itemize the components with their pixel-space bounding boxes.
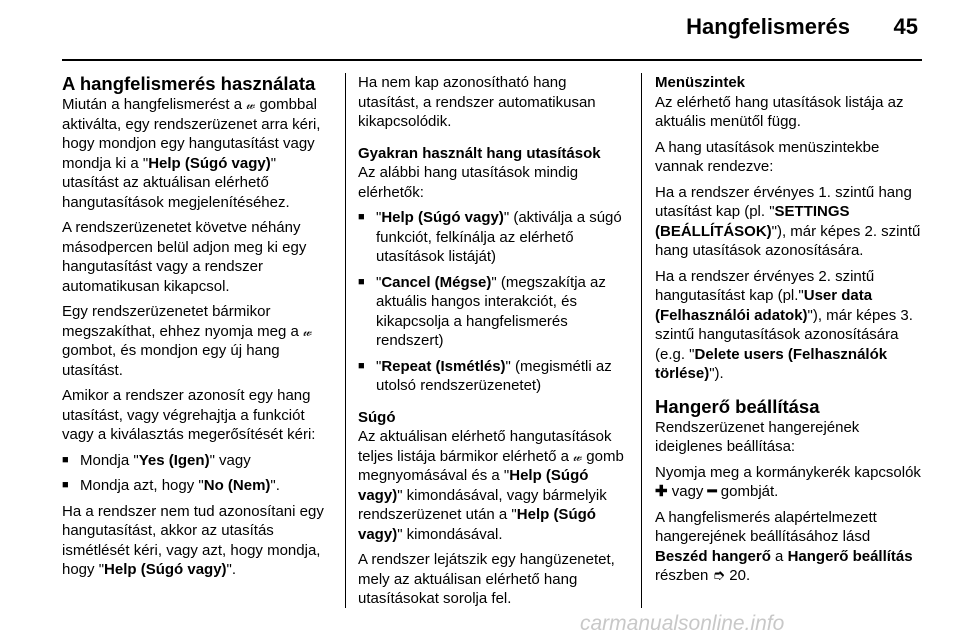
paragraph: A hangfelismerés alapértelmezett hangerejének beállításához lásd Beszéd hangerő a Hangerő beállítás részben ➮ 20.	[655, 508, 913, 584]
paragraph: Miután a hangfelismerést a 𝓌 gombbal aktiválta, egy rendszerüzenet arra kéri, hogy mondjon egy hangutasítást vagy mondja ki a "Help (Súgó vagy)" utasítást az aktuálisan elérhető hangutasítások megjelenítéséhez.	[62, 96, 321, 211]
paragraph: A hang utasítások menüszintekbe vannak rendezve:	[655, 138, 880, 175]
paragraph: Az elérhető hang utasítások listája az aktuális menütől függ.	[655, 93, 904, 130]
subsection-heading: Menüszintek	[655, 74, 746, 91]
minus-icon: ━	[707, 483, 717, 500]
column-1	[62, 73, 336, 586]
paragraph: A rendszer lejátszik egy hangüzenetet, mely az aktuálisan elérhető hang utasításokat sorolja fel.	[358, 551, 615, 607]
paragraph: Az alábbi hang utasítások mindig elérhetők:	[358, 164, 579, 201]
plus-icon: ✚	[655, 483, 668, 500]
paragraph: Ha a rendszer érvényes 2. szintű hangutasítást kap (pl."User data (Felhasználói adatok)"), már képes 3. szintű hangutasítások azonosítására (e.g. "Delete users (Felhasználók törlése)").	[655, 267, 913, 382]
paragraph: Amikor a rendszer azonosít egy hang utasítást, vagy végrehajtja a funkciót vagy a kiválasztás megerősítését kéri:	[62, 387, 316, 443]
header-rule	[62, 59, 922, 61]
paragraph: Ha a rendszer érvényes 1. szintű hang utasítást kap (pl. "SETTINGS (BEÁLLÍTÁSOK)"), már képes 2. szintű hang utasítások azonosítására.	[655, 183, 921, 259]
section-heading: A hangfelismerés használata	[62, 73, 316, 94]
paragraph: A rendszerüzenetet követve néhány másodpercen belül adjon meg ki egy hangutasítást vagy a rendszer automatikusan kikapcsol.	[62, 219, 307, 295]
paragraph: Az aktuálisan elérhető hangutasítások teljes listája bármikor elérhető a 𝓌 gomb megnyomásával és a "Help (Súgó vagy)" kimondásával, vagy bármelyik rendszerüzenet után a "Help (Súgó vagy)" kimondásával.	[358, 428, 624, 543]
voice-icon: 𝓌	[573, 448, 583, 464]
paragraph: Egy rendszerüzenetet bármikor megszakíthat, ehhez nyomja meg a 𝓌 gombot, és mondjon egy új hang utasítást.	[62, 303, 312, 379]
paragraph: Rendszerüzenet hangerejének ideiglenes beállítása:	[655, 418, 860, 455]
paragraph: Ha nem kap azonosítható hang utasítást, a rendszer automatikusan kikapcsolódik.	[358, 74, 596, 130]
bullet-list	[62, 451, 336, 496]
column-divider	[345, 73, 346, 608]
page-number: 45	[893, 14, 918, 39]
list-item: ■ Mondja azt, hogy "No (Nem)".	[62, 476, 336, 496]
subsection-heading: Gyakran használt hang utasítások	[358, 144, 601, 162]
page-header-title: Hangfelismerés	[686, 14, 850, 39]
list-item: ■ "Help (Súgó vagy)" (aktiválja a súgó funkciót, felkínálja az elérhető utasítások listáját)	[358, 208, 626, 267]
voice-icon: 𝓌	[302, 323, 312, 339]
section-heading: Hangerő beállítása	[655, 395, 820, 417]
paragraph: Nyomja meg a kormánykerék kapcsolók ✚ vagy ━ gombját.	[655, 463, 921, 500]
bullet-list	[358, 208, 626, 396]
column-divider	[641, 73, 642, 608]
column-2	[358, 73, 626, 615]
page-reference-icon: ➮	[712, 567, 726, 584]
paragraph: Ha a rendszer nem tud azonosítani egy hangutasítást, akkor az utasítás ismétlését kéri, vagy azt, hogy mondja, hogy "Help (Súgó vagy)".	[62, 502, 324, 578]
watermark: carmanualsonline.info	[580, 612, 785, 635]
list-item: ■ "Repeat (Ismétlés)" (megismétli az utolsó rendszerüzenetet)	[358, 357, 626, 396]
voice-icon: 𝓌	[246, 97, 256, 112]
list-item: ■ "Cancel (Mégse)" (megszakítja az aktuális hangos interakciót, és kikapcsolja a hangfelismerés rendszert)	[358, 273, 626, 351]
column-3	[655, 73, 925, 592]
list-item: ■ Mondja "Yes (Igen)" vagy	[62, 451, 336, 471]
subsection-heading: Súgó	[358, 408, 396, 426]
